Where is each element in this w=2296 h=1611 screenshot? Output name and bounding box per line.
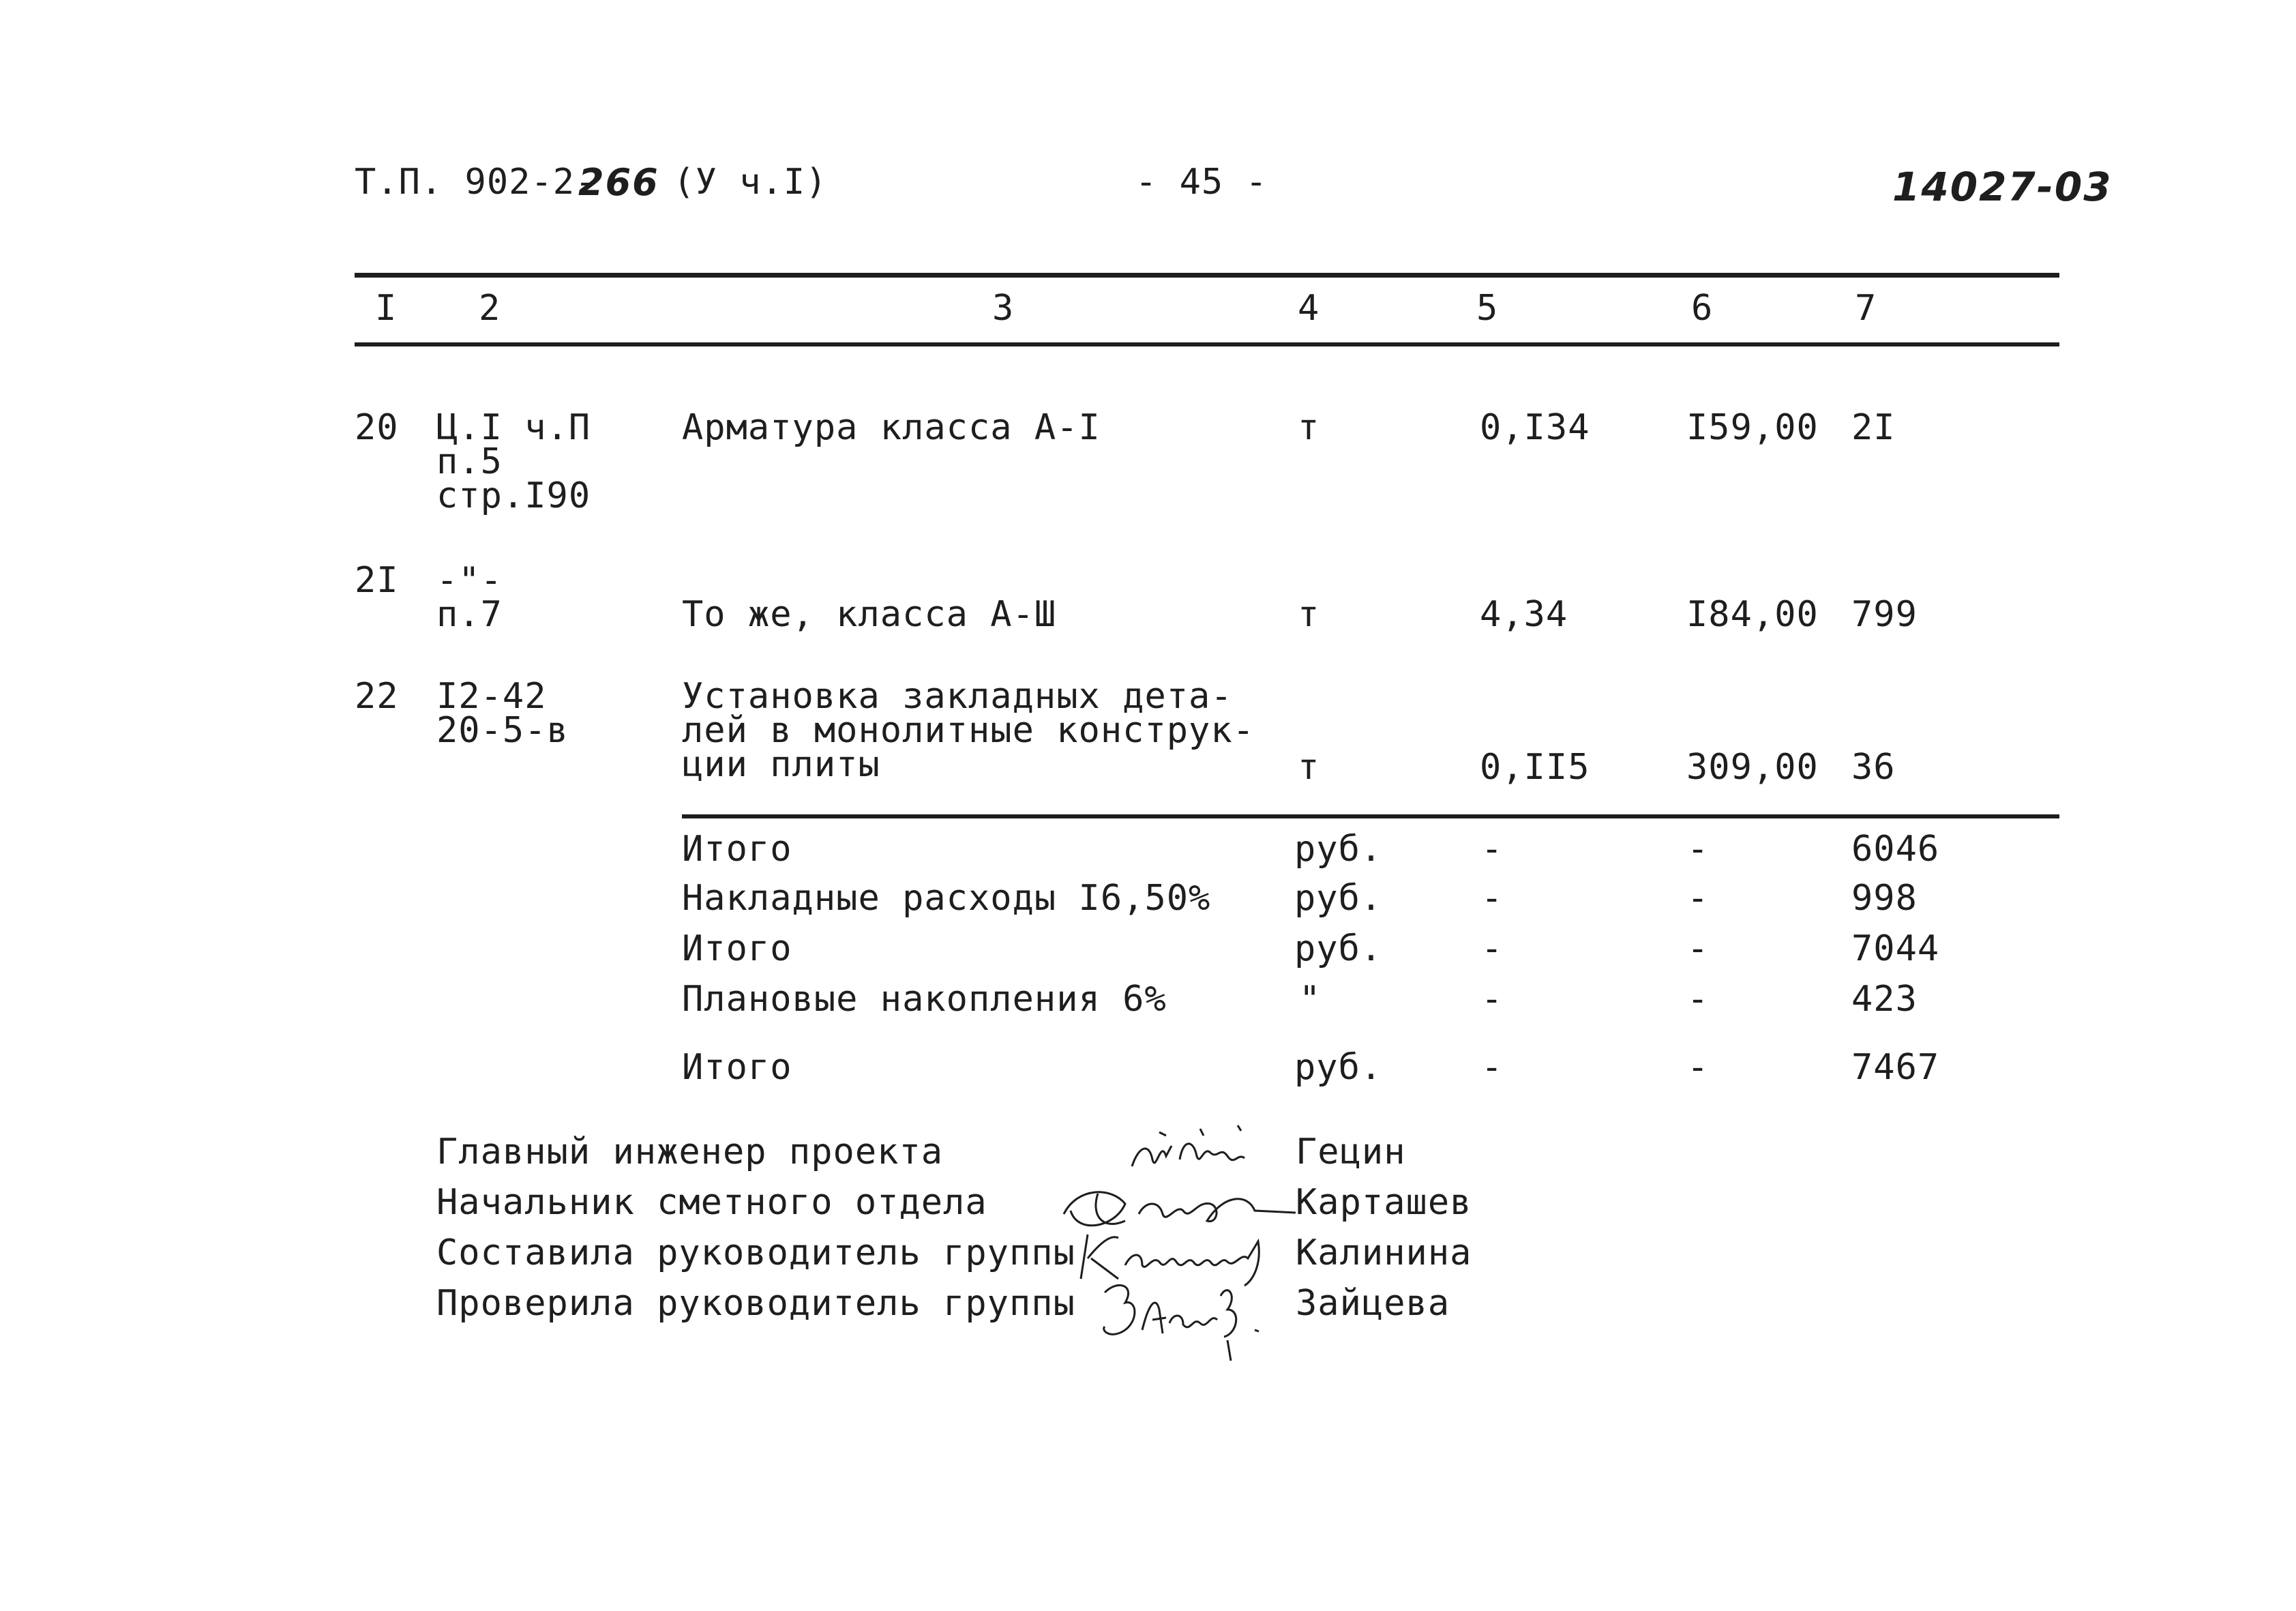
signature-role: Составила руководитель группы	[436, 1232, 1075, 1273]
summary-price: -	[1687, 1047, 1710, 1088]
row-quantity: 0,I34	[1480, 407, 1590, 448]
handwritten-signature-chief-engineer	[1118, 1119, 1268, 1180]
summary-total: 7044	[1851, 928, 1940, 969]
signature-name: Карташев	[1296, 1182, 1472, 1223]
summary-label: Итого	[682, 1047, 792, 1088]
summary-unit: руб.	[1294, 1047, 1383, 1088]
row-quantity: 4,34	[1480, 594, 1568, 635]
row-quantity: 0,II5	[1480, 747, 1590, 788]
summary-quantity: -	[1481, 979, 1504, 1020]
summary-total: 6046	[1851, 829, 1940, 870]
row-unit: т	[1298, 747, 1320, 788]
row-unit: т	[1298, 594, 1320, 635]
table-top-rule	[355, 273, 2059, 278]
column-number-5: 5	[1476, 288, 1499, 329]
summary-price: -	[1687, 878, 1710, 919]
summary-label: Плановые накопления 6%	[682, 979, 1167, 1020]
column-number-4: 4	[1298, 288, 1320, 329]
signature-role: Проверила руководитель группы	[436, 1283, 1075, 1324]
row-ref-line: п.7	[436, 594, 503, 635]
summary-unit: руб.	[1294, 928, 1383, 969]
handwritten-signature-checker	[1091, 1269, 1289, 1371]
summary-quantity: -	[1481, 1047, 1504, 1088]
table-header-rule	[355, 342, 2059, 346]
row-ref-line: -"-	[436, 560, 503, 601]
summary-quantity: -	[1481, 878, 1504, 919]
row-name-line: лей в монолитные конструк-	[682, 710, 1255, 751]
column-number-7: 7	[1855, 288, 1877, 329]
row-name-line: Установка закладных дета-	[682, 676, 1233, 717]
summary-unit: руб.	[1294, 878, 1383, 919]
summary-quantity: -	[1481, 829, 1504, 870]
row-name-line: ции плиты	[682, 744, 880, 785]
summary-price: -	[1687, 829, 1710, 870]
row-ref-line: 20-5-в	[436, 710, 569, 751]
summary-label: Накладные расходы I6,50%	[682, 878, 1211, 919]
summary-price: -	[1687, 928, 1710, 969]
column-number-2: 2	[479, 288, 501, 329]
signature-name: Зайцева	[1296, 1283, 1450, 1324]
signature-role: Начальник сметного отдела	[436, 1182, 987, 1223]
row-ref-line: I2-42	[436, 676, 547, 717]
column-number-3: 3	[992, 288, 1015, 329]
row-price: 309,00	[1686, 747, 1819, 788]
row-name-line: То же, класса А-Ш	[682, 594, 1057, 635]
page-number: - 45 -	[1135, 162, 1268, 203]
summary-unit: руб.	[1294, 829, 1383, 870]
summary-rule	[682, 814, 2059, 818]
summary-total: 7467	[1851, 1047, 1940, 1088]
row-number: 20	[355, 407, 399, 448]
doc-code-prefix: Т.П. 902-2-	[355, 162, 597, 203]
row-number: 22	[355, 676, 399, 717]
row-ref-line: стр.I90	[436, 475, 591, 516]
doc-code-handwritten: 266	[578, 161, 659, 204]
row-ref-line: Ц.I ч.П	[436, 407, 591, 448]
row-unit: т	[1298, 407, 1320, 448]
row-total: 36	[1851, 747, 1896, 788]
row-total: 799	[1851, 594, 1918, 635]
summary-quantity: -	[1481, 928, 1504, 969]
row-total: 2I	[1851, 407, 1896, 448]
column-number-1: I	[375, 288, 398, 329]
column-number-6: 6	[1691, 288, 1714, 329]
row-ref-line: п.5	[436, 441, 503, 482]
row-number: 2I	[355, 560, 399, 601]
summary-label: Итого	[682, 928, 792, 969]
row-price: I84,00	[1686, 594, 1819, 635]
row-name-line: Арматура класса А-I	[682, 407, 1101, 448]
row-price: I59,00	[1686, 407, 1819, 448]
doc-code-suffix: (У ч.I)	[651, 162, 828, 203]
summary-total: 423	[1851, 979, 1918, 1020]
signature-role: Главный инженер проекта	[436, 1132, 944, 1172]
summary-unit: "	[1299, 979, 1322, 1020]
signature-name: Калинина	[1296, 1232, 1472, 1273]
summary-total: 998	[1851, 878, 1918, 919]
signature-name: Гецин	[1296, 1132, 1406, 1172]
summary-label: Итого	[682, 829, 792, 870]
archive-number: 14027-03	[1892, 164, 2113, 210]
summary-price: -	[1687, 979, 1710, 1020]
